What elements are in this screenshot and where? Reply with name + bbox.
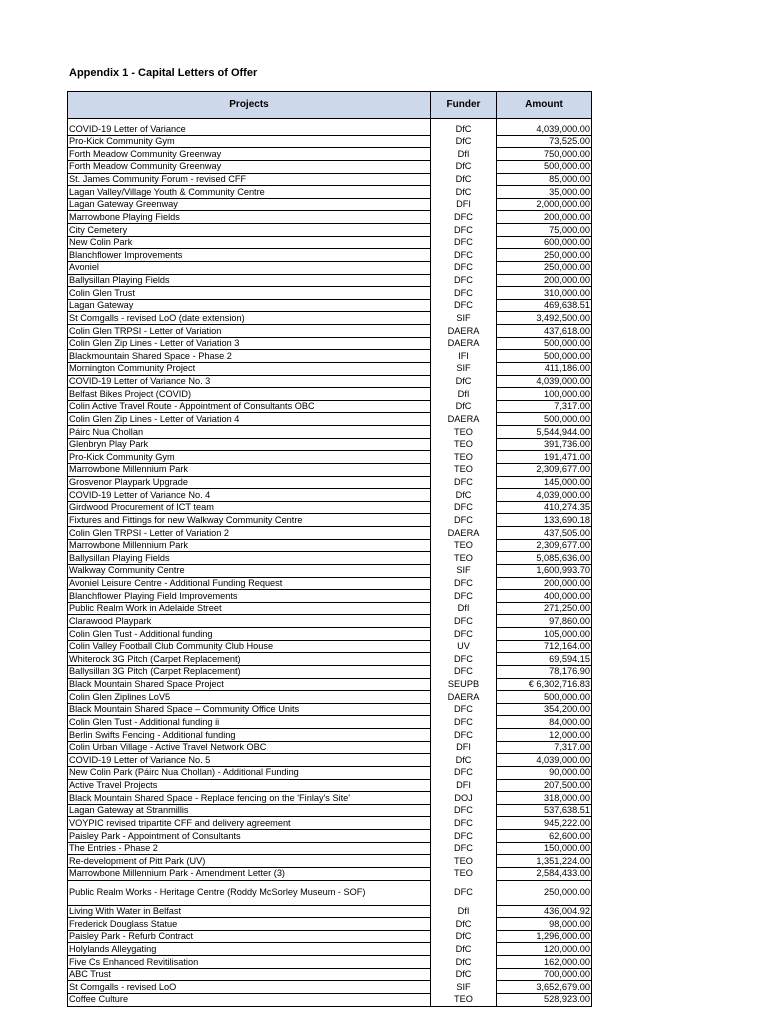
amount-cell: 271,250.00 [497, 602, 592, 615]
amount-cell: 191,471.00 [497, 451, 592, 464]
table-row [68, 564, 592, 577]
funder-cell: IFI [431, 350, 497, 363]
table-row [68, 691, 592, 704]
project-cell: Pro-Kick Community Gym [68, 135, 431, 148]
letters-of-offer-table [67, 91, 592, 1007]
project-cell: New Colin Park [68, 236, 431, 249]
table-header-row [68, 92, 592, 119]
project-cell: Colin Glen Zip Lines - Letter of Variation 4 [68, 413, 431, 426]
amount-cell: 2,584,433.00 [497, 867, 592, 880]
funder-cell: SEUPB [431, 678, 497, 691]
funder-cell: DFC [431, 842, 497, 855]
project-cell: Colin Glen Tust - Additional funding ii [68, 716, 431, 729]
funder-cell: TEO [431, 539, 497, 552]
table-row [68, 489, 592, 502]
amount-cell: 5,085,636.00 [497, 552, 592, 565]
funder-cell: DAERA [431, 691, 497, 704]
table-row [68, 413, 592, 426]
amount-cell: 98,000.00 [497, 918, 592, 931]
table-row [68, 451, 592, 464]
funder-cell: DfC [431, 943, 497, 956]
funder-cell: DAERA [431, 527, 497, 540]
table-row [68, 527, 592, 540]
funder-cell: DfC [431, 119, 497, 136]
table-row [68, 703, 592, 716]
amount-cell: 700,000.00 [497, 968, 592, 981]
table-row [68, 830, 592, 843]
project-cell: St Comgalls - revised LoO (date extension) [68, 312, 431, 325]
amount-cell: 100,000.00 [497, 388, 592, 401]
table-row [68, 173, 592, 186]
table-row [68, 741, 592, 754]
amount-cell: 391,736.00 [497, 438, 592, 451]
project-cell: COVID-19 Letter of Variance No. 5 [68, 754, 431, 767]
funder-cell: TEO [431, 451, 497, 464]
amount-cell: € 6,302,716.83 [497, 678, 592, 691]
table-row [68, 615, 592, 628]
table-row [68, 426, 592, 439]
funder-cell: DFI [431, 198, 497, 211]
project-cell: COVID-19 Letter of Variance No. 4 [68, 489, 431, 502]
project-cell: Avoniel [68, 261, 431, 274]
funder-cell: DfC [431, 400, 497, 413]
funder-cell: DAERA [431, 413, 497, 426]
project-cell: Re-development of Pitt Park (UV) [68, 855, 431, 868]
amount-cell: 4,039,000.00 [497, 375, 592, 388]
table-row [68, 981, 592, 994]
table-row [68, 943, 592, 956]
project-cell: Marrowbone Millennium Park [68, 539, 431, 552]
table-row [68, 463, 592, 476]
project-cell: Public Realm Work in Adelaide Street [68, 602, 431, 615]
table-row [68, 350, 592, 363]
project-cell: Grosvenor Playpark Upgrade [68, 476, 431, 489]
funder-cell: TEO [431, 867, 497, 880]
table-row [68, 590, 592, 603]
project-cell: Lagan Gateway at Stranmillis [68, 804, 431, 817]
table-row [68, 119, 592, 136]
project-cell: Whiterock 3G Pitch (Carpet Replacement) [68, 653, 431, 666]
funder-cell: DFC [431, 817, 497, 830]
funder-cell: DFC [431, 830, 497, 843]
amount-cell: 250,000.00 [497, 249, 592, 262]
funder-cell: SIF [431, 981, 497, 994]
table-row [68, 325, 592, 338]
table-row [68, 552, 592, 565]
table-row [68, 312, 592, 325]
table-row [68, 577, 592, 590]
project-cell: Black Mountain Shared Space Project [68, 678, 431, 691]
project-cell: Holylands Alleygating [68, 943, 431, 956]
amount-cell: 528,923.00 [497, 993, 592, 1006]
amount-cell: 73,525.00 [497, 135, 592, 148]
project-cell: Ballysillan Playing Fields [68, 274, 431, 287]
amount-cell: 500,000.00 [497, 160, 592, 173]
amount-cell: 78,176.90 [497, 665, 592, 678]
amount-cell: 945,222.00 [497, 817, 592, 830]
table-row [68, 261, 592, 274]
amount-cell: 200,000.00 [497, 274, 592, 287]
amount-cell: 410,274.35 [497, 501, 592, 514]
amount-cell: 750,000.00 [497, 148, 592, 161]
funder-cell: SIF [431, 362, 497, 375]
amount-cell: 2,309,677.00 [497, 539, 592, 552]
funder-cell: DfI [431, 388, 497, 401]
table-row [68, 804, 592, 817]
project-cell: Glenbryn Play Park [68, 438, 431, 451]
table-row [68, 186, 592, 199]
project-cell: Blanchflower Playing Field Improvements [68, 590, 431, 603]
funder-cell: DFC [431, 287, 497, 300]
amount-cell: 1,351,224.00 [497, 855, 592, 868]
table-row [68, 665, 592, 678]
project-cell: Living With Water in Belfast [68, 905, 431, 918]
funder-cell: DFC [431, 716, 497, 729]
amount-cell: 90,000.00 [497, 766, 592, 779]
project-cell: Public Realm Works - Heritage Centre (Roddy McSorley Museum - SOF) [68, 880, 431, 905]
amount-cell: 97,860.00 [497, 615, 592, 628]
funder-cell: DFI [431, 741, 497, 754]
table-row [68, 956, 592, 969]
funder-cell: DfC [431, 160, 497, 173]
amount-cell: 250,000.00 [497, 261, 592, 274]
table-row [68, 287, 592, 300]
funder-cell: DfC [431, 930, 497, 943]
table-row [68, 274, 592, 287]
amount-cell: 600,000.00 [497, 236, 592, 249]
funder-cell: TEO [431, 438, 497, 451]
funder-cell: DfC [431, 918, 497, 931]
amount-cell: 207,500.00 [497, 779, 592, 792]
funder-cell: DAERA [431, 325, 497, 338]
project-cell: Paisley Park - Appointment of Consultants [68, 830, 431, 843]
funder-cell: DFC [431, 729, 497, 742]
project-cell: St. James Community Forum - revised CFF [68, 173, 431, 186]
table-row [68, 754, 592, 767]
amount-cell: 500,000.00 [497, 350, 592, 363]
project-cell: Blanchflower Improvements [68, 249, 431, 262]
amount-cell: 1,600,993.70 [497, 564, 592, 577]
table-row [68, 337, 592, 350]
funder-cell: DFC [431, 665, 497, 678]
funder-cell: DFC [431, 299, 497, 312]
table-row [68, 135, 592, 148]
amount-cell: 436,004.92 [497, 905, 592, 918]
table-row [68, 400, 592, 413]
amount-cell: 7,317.00 [497, 741, 592, 754]
project-cell: Colin Glen TRPSI - Letter of Variation 2 [68, 527, 431, 540]
table-row [68, 602, 592, 615]
funder-cell: TEO [431, 463, 497, 476]
amount-cell: 411,186.00 [497, 362, 592, 375]
funder-cell: DFC [431, 274, 497, 287]
amount-cell: 7,317.00 [497, 400, 592, 413]
funder-column-header: Funder [431, 92, 497, 119]
project-cell: Colin Glen Ziplines LoV5 [68, 691, 431, 704]
table-row [68, 299, 592, 312]
project-cell: St Comgalls - revised LoO [68, 981, 431, 994]
project-cell: Fixtures and Fittings for new Walkway Community Centre [68, 514, 431, 527]
project-cell: Colin Glen Zip Lines - Letter of Variation 3 [68, 337, 431, 350]
funder-cell: DFC [431, 261, 497, 274]
project-cell: Girdwood Procurement of ICT team [68, 501, 431, 514]
table-row [68, 653, 592, 666]
amount-cell: 500,000.00 [497, 691, 592, 704]
amount-cell: 145,000.00 [497, 476, 592, 489]
project-cell: Pro-Kick Community Gym [68, 451, 431, 464]
projects-column-header: Projects [68, 92, 431, 119]
table-row [68, 362, 592, 375]
funder-cell: DFC [431, 615, 497, 628]
amount-cell: 500,000.00 [497, 337, 592, 350]
table-row [68, 855, 592, 868]
project-cell: Forth Meadow Community Greenway [68, 160, 431, 173]
amount-cell: 437,618.00 [497, 325, 592, 338]
funder-cell: DfC [431, 489, 497, 502]
funder-cell: DAERA [431, 337, 497, 350]
table-row [68, 160, 592, 173]
project-cell: Lagan Gateway Greenway [68, 198, 431, 211]
project-cell: Lagan Gateway [68, 299, 431, 312]
amount-cell: 5,544,944.00 [497, 426, 592, 439]
table-row [68, 729, 592, 742]
table-row [68, 867, 592, 880]
project-cell: Clarawood Playpark [68, 615, 431, 628]
funder-cell: DfC [431, 375, 497, 388]
funder-cell: DFC [431, 804, 497, 817]
project-cell: Paisley Park - Refurb Contract [68, 930, 431, 943]
project-cell: Belfast Bikes Project (COVID) [68, 388, 431, 401]
project-cell: Black Mountain Shared Space – Community Office Units [68, 703, 431, 716]
amount-cell: 537,638.51 [497, 804, 592, 817]
table-row [68, 628, 592, 641]
funder-cell: TEO [431, 552, 497, 565]
funder-cell: TEO [431, 855, 497, 868]
funder-cell: DfI [431, 602, 497, 615]
project-cell: Ballysillan Playing Fields [68, 552, 431, 565]
table-row [68, 968, 592, 981]
amount-cell: 2,000,000.00 [497, 198, 592, 211]
amount-cell: 250,000.00 [497, 880, 592, 905]
table-row [68, 678, 592, 691]
funder-cell: DfC [431, 173, 497, 186]
table-row [68, 539, 592, 552]
amount-cell: 150,000.00 [497, 842, 592, 855]
project-cell: Mornington Community Project [68, 362, 431, 375]
table-row [68, 817, 592, 830]
amount-cell: 469,638.51 [497, 299, 592, 312]
amount-cell: 105,000.00 [497, 628, 592, 641]
project-cell: Marrowbone Millennium Park [68, 463, 431, 476]
project-cell: City Cemetery [68, 224, 431, 237]
amount-column-header: Amount [497, 92, 592, 119]
amount-cell: 120,000.00 [497, 943, 592, 956]
table-row [68, 993, 592, 1006]
funder-cell: DfC [431, 135, 497, 148]
project-cell: Blackmountain Shared Space - Phase 2 [68, 350, 431, 363]
project-cell: Colin Glen Trust [68, 287, 431, 300]
table-row [68, 880, 592, 905]
project-cell: Five Cs Enhanced Revitilisation [68, 956, 431, 969]
funder-cell: DFC [431, 703, 497, 716]
amount-cell: 12,000.00 [497, 729, 592, 742]
amount-cell: 354,200.00 [497, 703, 592, 716]
amount-cell: 35,000.00 [497, 186, 592, 199]
table-row [68, 375, 592, 388]
amount-cell: 310,000.00 [497, 287, 592, 300]
amount-cell: 84,000.00 [497, 716, 592, 729]
table-row [68, 388, 592, 401]
funder-cell: DFC [431, 249, 497, 262]
project-cell: Active Travel Projects [68, 779, 431, 792]
project-cell: Colin Glen TRPSI - Letter of Variation [68, 325, 431, 338]
project-cell: Black Mountain Shared Space - Replace fencing on the 'Finlay's Site' [68, 792, 431, 805]
funder-cell: SIF [431, 312, 497, 325]
project-cell: Colin Urban Village - Active Travel Network OBC [68, 741, 431, 754]
amount-cell: 3,652,679.00 [497, 981, 592, 994]
funder-cell: DFC [431, 501, 497, 514]
table-row [68, 905, 592, 918]
project-cell: VOYPIC revised tripartite CFF and delivery agreement [68, 817, 431, 830]
funder-cell: DFC [431, 224, 497, 237]
project-cell: Páirc Nua Chollan [68, 426, 431, 439]
project-cell: COVID-19 Letter of Variance [68, 119, 431, 136]
funder-cell: DFC [431, 628, 497, 641]
funder-cell: DfC [431, 186, 497, 199]
funder-cell: DFI [431, 779, 497, 792]
table-row [68, 716, 592, 729]
funder-cell: UV [431, 640, 497, 653]
project-cell: New Colin Park (Páirc Nua Chollan) - Additional Funding [68, 766, 431, 779]
funder-cell: TEO [431, 426, 497, 439]
table-row [68, 514, 592, 527]
project-cell: Frederick Douglass Statue [68, 918, 431, 931]
table-row [68, 918, 592, 931]
table-row [68, 779, 592, 792]
amount-cell: 3,492,500.00 [497, 312, 592, 325]
funder-cell: DOJ [431, 792, 497, 805]
project-cell: COVID-19 Letter of Variance No. 3 [68, 375, 431, 388]
project-cell: ABC Trust [68, 968, 431, 981]
page-title: Appendix 1 - Capital Letters of Offer [69, 67, 258, 79]
project-cell: Marrowbone Millennium Park - Amendment Letter (3) [68, 867, 431, 880]
project-cell: Colin Glen Tust - Additional funding [68, 628, 431, 641]
table-row [68, 224, 592, 237]
funder-cell: DFC [431, 476, 497, 489]
project-cell: Lagan Valley/Village Youth & Community Centre [68, 186, 431, 199]
funder-cell: DFC [431, 514, 497, 527]
amount-cell: 162,000.00 [497, 956, 592, 969]
funder-cell: DFC [431, 880, 497, 905]
amount-cell: 69,594.15 [497, 653, 592, 666]
funder-cell: DfI [431, 148, 497, 161]
amount-cell: 318,000.00 [497, 792, 592, 805]
table-row [68, 930, 592, 943]
project-cell: Walkway Community Centre [68, 564, 431, 577]
funder-cell: TEO [431, 993, 497, 1006]
funder-cell: DfC [431, 968, 497, 981]
funder-cell: DFC [431, 211, 497, 224]
table-row [68, 249, 592, 262]
project-cell: Forth Meadow Community Greenway [68, 148, 431, 161]
amount-cell: 133,690.18 [497, 514, 592, 527]
amount-cell: 2,309,677.00 [497, 463, 592, 476]
amount-cell: 1,296,000.00 [497, 930, 592, 943]
project-cell: Colin Active Travel Route - Appointment of Consultants OBC [68, 400, 431, 413]
table-row [68, 438, 592, 451]
table-row [68, 501, 592, 514]
project-cell: Colin Valley Football Club Community Club House [68, 640, 431, 653]
funder-cell: DFC [431, 653, 497, 666]
project-cell: Coffee Culture [68, 993, 431, 1006]
amount-cell: 500,000.00 [497, 413, 592, 426]
funder-cell: DfC [431, 754, 497, 767]
amount-cell: 712,164.00 [497, 640, 592, 653]
table-row [68, 236, 592, 249]
amount-cell: 75,000.00 [497, 224, 592, 237]
project-cell: Berlin Swifts Fencing - Additional funding [68, 729, 431, 742]
amount-cell: 200,000.00 [497, 211, 592, 224]
amount-cell: 437,505.00 [497, 527, 592, 540]
table-row [68, 792, 592, 805]
table-row [68, 198, 592, 211]
amount-cell: 4,039,000.00 [497, 119, 592, 136]
project-cell: Ballysillan 3G Pitch (Carpet Replacement) [68, 665, 431, 678]
table-row [68, 640, 592, 653]
table-row [68, 211, 592, 224]
funder-cell: DFC [431, 590, 497, 603]
funder-cell: DFC [431, 577, 497, 590]
funder-cell: DFC [431, 236, 497, 249]
project-cell: Avoniel Leisure Centre - Additional Funding Request [68, 577, 431, 590]
table-row [68, 842, 592, 855]
funder-cell: DFC [431, 766, 497, 779]
project-cell: Marrowbone Playing Fields [68, 211, 431, 224]
amount-cell: 400,000.00 [497, 590, 592, 603]
amount-cell: 62,600.00 [497, 830, 592, 843]
table-row [68, 476, 592, 489]
funder-cell: DfI [431, 905, 497, 918]
amount-cell: 4,039,000.00 [497, 754, 592, 767]
funder-cell: SIF [431, 564, 497, 577]
funder-cell: DfC [431, 956, 497, 969]
project-cell: The Entries - Phase 2 [68, 842, 431, 855]
table-row [68, 148, 592, 161]
table-body [68, 119, 592, 1007]
table-row [68, 766, 592, 779]
amount-cell: 85,000.00 [497, 173, 592, 186]
amount-cell: 200,000.00 [497, 577, 592, 590]
amount-cell: 4,039,000.00 [497, 489, 592, 502]
